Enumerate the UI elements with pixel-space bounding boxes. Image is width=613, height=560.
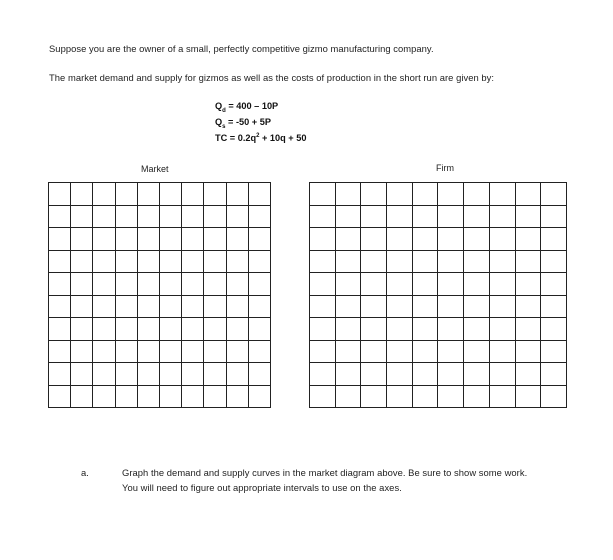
grid-cell[interactable] [387, 183, 413, 206]
grid-cell[interactable] [159, 385, 181, 408]
grid-row [310, 205, 567, 228]
grid-cell[interactable] [438, 318, 464, 341]
grid-cell[interactable] [310, 318, 336, 341]
grid-cell[interactable] [49, 295, 71, 318]
grid-row [310, 385, 567, 408]
grid-cell[interactable] [489, 340, 515, 363]
grid-cell[interactable] [335, 295, 361, 318]
grid-cell[interactable] [387, 363, 413, 386]
grid-cell[interactable] [541, 250, 567, 273]
grid-cell[interactable] [115, 318, 137, 341]
grid-cell[interactable] [226, 205, 248, 228]
grid-cell[interactable] [387, 205, 413, 228]
grid-cell[interactable] [182, 295, 204, 318]
grid-cell[interactable] [137, 183, 159, 206]
grid-cell[interactable] [361, 205, 387, 228]
grid-cell[interactable] [464, 205, 490, 228]
grid-row [49, 318, 271, 341]
grid-cell[interactable] [159, 250, 181, 273]
grid-cell[interactable] [226, 363, 248, 386]
grid-cell[interactable] [515, 385, 541, 408]
grid-cell[interactable] [335, 318, 361, 341]
grid-cell[interactable] [412, 250, 438, 273]
grid-cell[interactable] [115, 340, 137, 363]
grid-cell[interactable] [412, 228, 438, 251]
grid-cell[interactable] [182, 228, 204, 251]
grid-cell[interactable] [115, 183, 137, 206]
grid-cell[interactable] [515, 295, 541, 318]
grid-cell[interactable] [248, 363, 270, 386]
grid-cell[interactable] [49, 363, 71, 386]
grid-row [49, 205, 271, 228]
grid-cell[interactable] [49, 250, 71, 273]
grid-cell[interactable] [335, 363, 361, 386]
grid-cell[interactable] [93, 295, 115, 318]
grid-cell[interactable] [204, 228, 226, 251]
grid-cell[interactable] [226, 183, 248, 206]
grid-cell[interactable] [49, 340, 71, 363]
grid-cell[interactable] [182, 273, 204, 296]
grid-cell[interactable] [387, 385, 413, 408]
grid-cell[interactable] [387, 228, 413, 251]
grid-cell[interactable] [204, 183, 226, 206]
grid-cell[interactable] [335, 183, 361, 206]
grid-cell[interactable] [515, 273, 541, 296]
grid-cell[interactable] [137, 205, 159, 228]
grid-cell[interactable] [310, 183, 336, 206]
grid-cell[interactable] [541, 385, 567, 408]
grid-cell[interactable] [464, 250, 490, 273]
grid-cell[interactable] [335, 385, 361, 408]
grid-cell[interactable] [310, 228, 336, 251]
grid-cell[interactable] [226, 340, 248, 363]
grid-cell[interactable] [71, 340, 93, 363]
grid-cell[interactable] [248, 250, 270, 273]
grid-cell[interactable] [115, 205, 137, 228]
grid-cell[interactable] [71, 363, 93, 386]
grid-cell[interactable] [248, 385, 270, 408]
firm-grid[interactable] [309, 182, 567, 408]
grid-cell[interactable] [310, 250, 336, 273]
grid-cell[interactable] [335, 273, 361, 296]
grid-cell[interactable] [93, 205, 115, 228]
grid-cell[interactable] [464, 273, 490, 296]
grid-cell[interactable] [438, 363, 464, 386]
grid-cell[interactable] [49, 318, 71, 341]
grid-cell[interactable] [438, 205, 464, 228]
grid-cell[interactable] [204, 363, 226, 386]
grid-cell[interactable] [361, 273, 387, 296]
grid-cell[interactable] [412, 183, 438, 206]
grid-row [49, 295, 271, 318]
grid-cell[interactable] [226, 250, 248, 273]
grid-cell[interactable] [71, 273, 93, 296]
grid-cell[interactable] [248, 183, 270, 206]
grid-cell[interactable] [49, 228, 71, 251]
firm-label: Firm [436, 163, 454, 173]
grid-cell[interactable] [93, 273, 115, 296]
grid-cell[interactable] [93, 250, 115, 273]
grid-cell[interactable] [541, 183, 567, 206]
grid-row [310, 295, 567, 318]
grid-cell[interactable] [541, 228, 567, 251]
grid-cell[interactable] [204, 340, 226, 363]
grid-cell[interactable] [464, 228, 490, 251]
grid-cell[interactable] [159, 183, 181, 206]
grid-cell[interactable] [93, 385, 115, 408]
grid-cell[interactable] [115, 273, 137, 296]
grid-cell[interactable] [541, 273, 567, 296]
grid-cell[interactable] [71, 318, 93, 341]
grid-cell[interactable] [71, 295, 93, 318]
grid-cell[interactable] [541, 295, 567, 318]
grid-cell[interactable] [387, 340, 413, 363]
grid-cell[interactable] [310, 385, 336, 408]
grid-cell[interactable] [489, 183, 515, 206]
grid-cell[interactable] [137, 273, 159, 296]
grid-cell[interactable] [204, 318, 226, 341]
grid-cell[interactable] [71, 385, 93, 408]
grid-cell[interactable] [387, 318, 413, 341]
grid-cell[interactable] [204, 295, 226, 318]
grid-cell[interactable] [541, 318, 567, 341]
grid-cell[interactable] [438, 273, 464, 296]
grid-cell[interactable] [137, 250, 159, 273]
grid-cell[interactable] [361, 183, 387, 206]
grid-cell[interactable] [335, 228, 361, 251]
grid-cell[interactable] [515, 183, 541, 206]
grid-cell[interactable] [541, 363, 567, 386]
grid-cell[interactable] [115, 250, 137, 273]
demand-equation: $Q_d = 400 - 10P$ [215, 101, 279, 114]
grid-cell[interactable] [489, 273, 515, 296]
grid-cell[interactable] [71, 183, 93, 206]
grid-row [310, 318, 567, 341]
grid-cell[interactable] [361, 363, 387, 386]
grid-cell[interactable] [412, 318, 438, 341]
grid-cell[interactable] [248, 318, 270, 341]
grid-row [49, 340, 271, 363]
grid-cell[interactable] [226, 228, 248, 251]
grid-cell[interactable] [489, 385, 515, 408]
grid-cell[interactable] [115, 295, 137, 318]
grid-row [310, 183, 567, 206]
grid-cell[interactable] [159, 205, 181, 228]
grid-cell[interactable] [159, 318, 181, 341]
grid-cell[interactable] [115, 228, 137, 251]
grid-cell[interactable] [361, 385, 387, 408]
grid-cell[interactable] [49, 205, 71, 228]
grid-cell[interactable] [182, 205, 204, 228]
grid-cell[interactable] [438, 295, 464, 318]
grid-row [310, 340, 567, 363]
grid-cell[interactable] [541, 205, 567, 228]
grid-cell[interactable] [361, 295, 387, 318]
grid-cell[interactable] [248, 205, 270, 228]
grid-cell[interactable] [93, 228, 115, 251]
grid-cell[interactable] [93, 340, 115, 363]
grid-cell[interactable] [438, 340, 464, 363]
grid-cell[interactable] [226, 318, 248, 341]
grid-cell[interactable] [489, 228, 515, 251]
grid-cell[interactable] [71, 205, 93, 228]
grid-cell[interactable] [335, 205, 361, 228]
grid-cell[interactable] [204, 205, 226, 228]
question-line-2: You will need to figure out appropriate intervals to use on the axes. [122, 482, 402, 493]
grid-cell[interactable] [412, 273, 438, 296]
grid-cell[interactable] [248, 228, 270, 251]
grid-cell[interactable] [489, 205, 515, 228]
grid-cell[interactable] [182, 385, 204, 408]
grid-cell[interactable] [93, 318, 115, 341]
grid-cell[interactable] [49, 385, 71, 408]
grid-cell[interactable] [248, 295, 270, 318]
grid-cell[interactable] [310, 295, 336, 318]
grid-row [310, 228, 567, 251]
grid-cell[interactable] [541, 340, 567, 363]
grid-row [49, 273, 271, 296]
grid-cell[interactable] [137, 228, 159, 251]
question-line-1: Graph the demand and supply curves in the market diagram above. Be sure to show some work. [122, 467, 528, 478]
grid-cell[interactable] [515, 318, 541, 341]
question-letter: a. [81, 467, 89, 478]
cost-equation: TC = $0.2q^2 + 10q + 50$ [215, 133, 307, 144]
grid-cell[interactable] [137, 295, 159, 318]
grid-cell[interactable] [438, 183, 464, 206]
grid-cell[interactable] [464, 318, 490, 341]
grid-cell[interactable] [438, 385, 464, 408]
grid-cell[interactable] [248, 340, 270, 363]
grid-cell[interactable] [412, 295, 438, 318]
grid-cell[interactable] [489, 295, 515, 318]
grid-cell[interactable] [137, 318, 159, 341]
grid-row [49, 385, 271, 408]
intro-text: Suppose you are the owner of a small, perfectly competitive gizmo manufacturing company. [49, 43, 434, 54]
grid-cell[interactable] [182, 250, 204, 273]
grid-cell[interactable] [438, 250, 464, 273]
grid-cell[interactable] [361, 250, 387, 273]
grid-cell[interactable] [182, 363, 204, 386]
grid-row [310, 273, 567, 296]
given-text: The market demand and supply for gizmos as well as the costs of production in the short run are given by: [49, 72, 495, 83]
grid-cell[interactable] [515, 228, 541, 251]
grid-cell[interactable] [464, 363, 490, 386]
grid-cell[interactable] [387, 250, 413, 273]
grid-row [49, 228, 271, 251]
grid-cell[interactable] [71, 250, 93, 273]
grid-cell[interactable] [159, 340, 181, 363]
grid-cell[interactable] [137, 385, 159, 408]
grid-cell[interactable] [412, 363, 438, 386]
grid-cell[interactable] [226, 295, 248, 318]
grid-cell[interactable] [515, 250, 541, 273]
grid-cell[interactable] [361, 318, 387, 341]
grid-cell[interactable] [515, 205, 541, 228]
grid-cell[interactable] [115, 385, 137, 408]
grid-cell[interactable] [159, 273, 181, 296]
grid-cell[interactable] [115, 363, 137, 386]
grid-cell[interactable] [93, 363, 115, 386]
grid-cell[interactable] [412, 340, 438, 363]
grid-cell[interactable] [49, 183, 71, 206]
grid-cell[interactable] [182, 318, 204, 341]
grid-cell[interactable] [137, 363, 159, 386]
grid-cell[interactable] [387, 295, 413, 318]
grid-row [49, 183, 271, 206]
grid-cell[interactable] [159, 295, 181, 318]
grid-cell[interactable] [515, 363, 541, 386]
grid-cell[interactable] [489, 363, 515, 386]
grid-cell[interactable] [310, 363, 336, 386]
grid-cell[interactable] [361, 228, 387, 251]
grid-cell[interactable] [204, 273, 226, 296]
grid-cell[interactable] [464, 385, 490, 408]
grid-cell[interactable] [464, 183, 490, 206]
grid-cell[interactable] [515, 340, 541, 363]
grid-cell[interactable] [464, 295, 490, 318]
grid-cell[interactable] [49, 273, 71, 296]
supply-equation: $Q_s = -50 + 5P$ [215, 117, 271, 130]
grid-cell[interactable] [310, 273, 336, 296]
grid-cell[interactable] [412, 205, 438, 228]
grid-cell[interactable] [438, 228, 464, 251]
grid-cell[interactable] [204, 385, 226, 408]
grid-row [310, 250, 567, 273]
grid-cell[interactable] [159, 363, 181, 386]
grid-cell[interactable] [137, 340, 159, 363]
grid-cell[interactable] [226, 385, 248, 408]
market-grid[interactable] [48, 182, 271, 408]
market-label: Market [141, 164, 169, 174]
grid-cell[interactable] [464, 340, 490, 363]
grid-cell[interactable] [335, 340, 361, 363]
grid-cell[interactable] [93, 183, 115, 206]
grid-cell[interactable] [335, 250, 361, 273]
grid-cell[interactable] [489, 250, 515, 273]
grid-cell[interactable] [361, 340, 387, 363]
grid-cell[interactable] [310, 340, 336, 363]
grid-cell[interactable] [204, 250, 226, 273]
grid-cell[interactable] [387, 273, 413, 296]
grid-row [49, 363, 271, 386]
grid-cell[interactable] [71, 228, 93, 251]
grid-cell[interactable] [226, 273, 248, 296]
grid-cell[interactable] [159, 228, 181, 251]
grid-row [49, 250, 271, 273]
grid-cell[interactable] [310, 205, 336, 228]
grid-row [310, 363, 567, 386]
grid-cell[interactable] [412, 385, 438, 408]
grid-cell[interactable] [182, 183, 204, 206]
grid-cell[interactable] [248, 273, 270, 296]
grid-cell[interactable] [489, 318, 515, 341]
grid-cell[interactable] [182, 340, 204, 363]
